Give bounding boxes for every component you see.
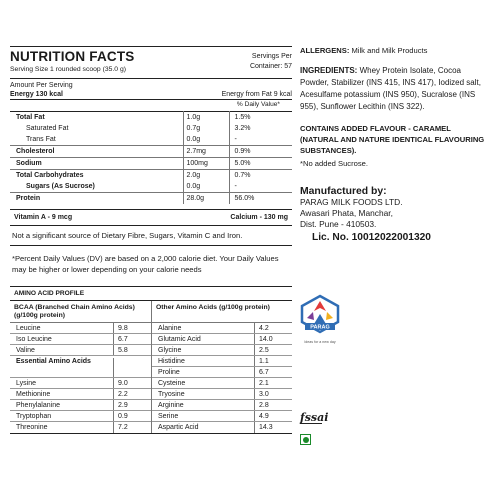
amino-name: Histidine xyxy=(158,358,185,366)
parag-wordmark: PARAG xyxy=(310,324,330,331)
essential-header: Essential Amino Acids xyxy=(16,358,91,366)
ingredients xyxy=(300,65,490,113)
nutrient-dv: 5.0% xyxy=(229,158,292,170)
amino-name: Leucine xyxy=(16,325,41,333)
nutrition-header xyxy=(10,46,292,78)
nutrient-amount: 1.0g xyxy=(183,112,229,124)
amino-name: Tryosine xyxy=(158,391,185,399)
amino-name: Cysteine xyxy=(158,380,186,388)
nutrient-amount: 28.0g xyxy=(183,193,229,205)
amino-value: 6.7 xyxy=(254,367,292,377)
vitamin-calcium-row xyxy=(10,209,292,226)
amino-name: Valine xyxy=(16,347,35,355)
table-row xyxy=(152,323,292,334)
table-row xyxy=(10,389,151,400)
amino-value: 4.2 xyxy=(254,323,292,333)
table-row xyxy=(10,170,292,182)
amino-value: 9.0 xyxy=(113,378,151,388)
table-row xyxy=(152,400,292,411)
amino-name: Proline xyxy=(158,369,180,377)
amino-acid-title: AMINO ACID PROFILE xyxy=(10,287,292,301)
table-row xyxy=(10,146,292,158)
table-row xyxy=(152,422,292,433)
essential-header-row xyxy=(10,356,151,378)
servings-per-container xyxy=(250,52,292,78)
table-row xyxy=(10,112,292,124)
amino-value: 2.2 xyxy=(113,389,151,399)
fssai-logo xyxy=(300,412,340,424)
amino-name: Methionine xyxy=(16,391,51,399)
amino-name: Alanine xyxy=(158,325,182,333)
amino-name: Tryptophan xyxy=(16,413,52,421)
nutrient-amount: 0.0g xyxy=(183,134,229,146)
nutrient-name: Sugars (As Sucrose) xyxy=(26,183,95,191)
table-row xyxy=(10,158,292,170)
nutrient-name: Cholesterol xyxy=(10,146,183,158)
amino-value: 3.0 xyxy=(254,389,292,399)
energy-row xyxy=(10,78,292,99)
nutrient-name: Total Fat xyxy=(16,114,45,121)
amino-value: 5.8 xyxy=(113,345,151,355)
amino-name: Arginine xyxy=(158,402,184,410)
nutrient-name: Protein xyxy=(10,193,183,205)
amino-value: 4.9 xyxy=(254,411,292,421)
table-row xyxy=(152,367,292,378)
not-significant-note: Not a significant source of Dietary Fibre, Sugars, Vitamin C and Iron. xyxy=(10,226,292,246)
ingredients-value: Whey Protein Isolate, Cocoa Powder, Stabilizer (INS 415, INS 417), Iodized salt, Acesulfame potassium (INS 950), Sucralose (INS 955), Sunflower Lecithin (INS 322). xyxy=(300,66,481,111)
allergens xyxy=(300,46,490,56)
company-name: PARAG MILK FOODS LTD. xyxy=(300,197,403,207)
nutrient-dv: 0.9% xyxy=(229,146,292,158)
nutrient-dv: - xyxy=(229,181,292,193)
ingredients-label: INGREDIENTS: xyxy=(300,66,358,75)
amino-value: 14.3 xyxy=(254,422,292,433)
amino-value: 2.9 xyxy=(113,400,151,410)
amino-value: 2.5 xyxy=(254,345,292,355)
daily-value-header: % Daily Value* xyxy=(10,99,292,111)
nutrient-amount: 100mg xyxy=(183,158,229,170)
vitamin-a: Vitamin A - 9 mcg xyxy=(14,214,73,222)
amino-value: 2.1 xyxy=(254,378,292,388)
nutrition-panel xyxy=(10,46,292,434)
allergens-label: ALLERGENS: xyxy=(300,46,350,55)
nutrient-dv: 0.7% xyxy=(229,170,292,182)
fssai-wordmark: fssai xyxy=(300,411,329,424)
nutrient-dv: 1.5% xyxy=(229,112,292,124)
nutrient-name: Sodium xyxy=(10,158,183,170)
nutrient-name: Total Carbohydrates xyxy=(10,170,183,182)
parag-tagline: Ideas for a new day xyxy=(304,340,336,344)
nutrient-amount: 0.7g xyxy=(183,123,229,134)
amount-per-serving: Amount Per Serving xyxy=(10,82,73,89)
info-panel xyxy=(300,46,490,243)
container-count: Container: 57 xyxy=(249,63,292,70)
nutrient-name: Saturated Fat xyxy=(26,125,69,133)
amino-value: 7.2 xyxy=(113,422,151,433)
veg-symbol-icon xyxy=(300,434,311,445)
table-row xyxy=(10,123,292,134)
table-row xyxy=(152,356,292,367)
bcaa-column xyxy=(10,301,152,433)
flavour-note: CONTAINS ADDED FLAVOUR - CARAMEL (NATURAL AND NATURE IDENTICAL FLAVOURING SUBSTANCES). xyxy=(300,124,485,155)
amino-value: 6.7 xyxy=(113,334,151,344)
address-line-1: Awasari Phata, Manchar, xyxy=(300,208,393,218)
energy-value: Energy 130 kcal xyxy=(10,91,63,98)
amino-name: Lysine xyxy=(16,380,36,388)
table-row xyxy=(10,422,151,433)
empty-cell xyxy=(113,358,151,377)
table-row xyxy=(10,345,151,356)
amino-name: Glutamic Acid xyxy=(158,336,201,344)
bcaa-header: BCAA (Branched Chain Amino Acids) (g/100g protein) xyxy=(10,301,151,323)
allergens-value: Milk and Milk Products xyxy=(351,46,428,55)
nutrition-table xyxy=(10,111,292,204)
amino-name: Serine xyxy=(158,413,179,421)
table-row xyxy=(152,334,292,345)
amino-acid-table xyxy=(10,301,292,434)
nutrient-dv: 56.0% xyxy=(229,193,292,205)
licence-number: Lic. No. 10012022001320 xyxy=(312,232,431,243)
nutrient-name: Trans Fat xyxy=(26,136,56,144)
manufactured-by: Manufactured by: xyxy=(300,186,387,197)
address-line-2: Dist. Pune - 410503. xyxy=(300,219,377,229)
amino-value: 9.8 xyxy=(113,323,151,333)
other-amino-column xyxy=(152,301,292,433)
amino-name: Glycine xyxy=(158,347,182,355)
amino-value: 0.9 xyxy=(113,411,151,421)
amino-value: 1.1 xyxy=(254,356,292,366)
nutrient-amount: 2.7mg xyxy=(183,146,229,158)
table-row xyxy=(152,411,292,422)
nutrient-dv: - xyxy=(229,134,292,146)
table-row xyxy=(10,378,151,389)
servings-per-label: Servings Per xyxy=(251,53,292,60)
energy-from-fat: Energy from Fat 9 kcal xyxy=(221,91,292,98)
table-row xyxy=(10,134,292,146)
amino-name: Iso Leucine xyxy=(16,336,52,344)
veg-dot xyxy=(303,437,309,443)
table-row xyxy=(10,411,151,422)
parag-emblem-icon xyxy=(300,294,340,334)
table-row xyxy=(10,193,292,205)
serving-size: Serving Size 1 rounded scoop (35.0 g) xyxy=(10,66,126,73)
sucrose-note: *No added Sucrose. xyxy=(300,159,368,168)
nutrient-dv: 3.2% xyxy=(229,123,292,134)
table-row xyxy=(10,334,151,345)
daily-value-footnote: *Percent Daily Values (DV) are based on a 2,000 calorie diet. Your Daily Values may be higher or lower depending on your calorie needs xyxy=(10,246,292,287)
table-row xyxy=(10,181,292,193)
amino-value: 2.8 xyxy=(254,400,292,410)
nutrient-amount: 0.0g xyxy=(183,181,229,193)
table-row xyxy=(10,400,151,411)
table-row xyxy=(152,378,292,389)
nutrition-title: NUTRITION FACTS xyxy=(10,49,135,64)
nutrient-amount: 2.0g xyxy=(183,170,229,182)
amino-name: Phenylalanine xyxy=(16,402,60,410)
other-amino-header: Other Amino Acids (g/100g protein) xyxy=(152,301,292,323)
calcium: Calcium - 130 mg xyxy=(230,214,288,222)
table-row xyxy=(10,323,151,334)
table-row xyxy=(152,389,292,400)
table-row xyxy=(152,345,292,356)
amino-name: Aspartic Acid xyxy=(158,424,199,432)
amino-value: 14.0 xyxy=(254,334,292,344)
amino-name: Threonine xyxy=(16,424,48,432)
parag-logo xyxy=(300,294,340,344)
